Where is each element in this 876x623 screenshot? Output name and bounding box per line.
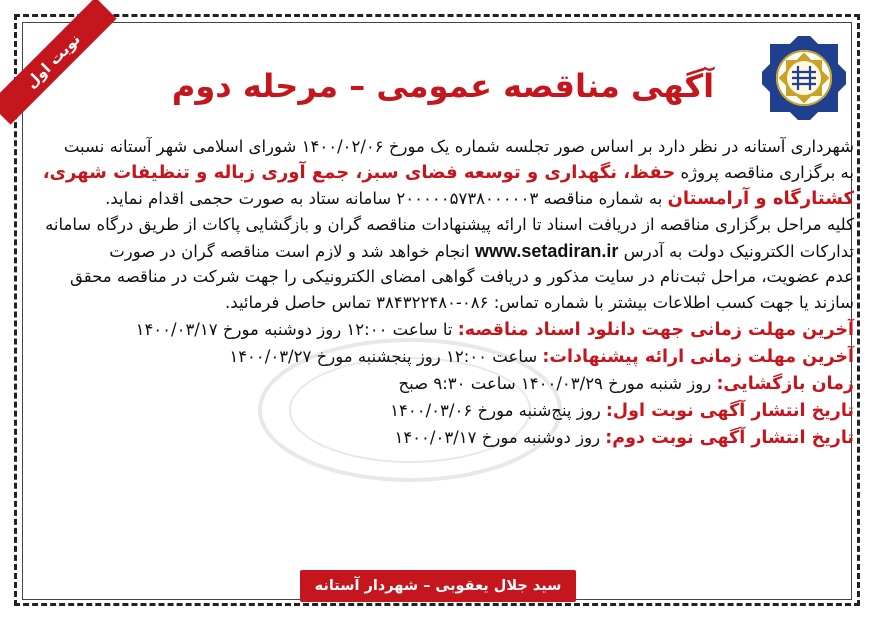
- deadline-row: [22, 370, 854, 397]
- deadline-value: ساعت ۱۲:۰۰ روز پنجشنبه مورخ ۱۴۰۰/۰۳/۲۷: [229, 347, 543, 366]
- deadline-label: تاریخ انتشار آگهی نوبت اول:: [605, 401, 854, 421]
- text-span: به برگزاری مناقصه پروژه: [675, 163, 854, 182]
- para2-line3: عدم عضویت، مراحل ثبت‌نام در سایت مذکور و دریافت گواهی امضای الکترونیکی را جهت شرکت در مناقصه محقق: [70, 267, 854, 286]
- deadline-row: [22, 424, 854, 451]
- deadline-value: روز دوشنبه مورخ ۱۴۰۰/۰۳/۱۷: [394, 428, 606, 447]
- deadline-value: روز شنبه مورخ ۱۴۰۰/۰۳/۲۹ ساعت ۹:۳۰ صبح: [398, 374, 717, 393]
- page-title: آگهی مناقصه عمومی – مرحله دوم: [171, 67, 715, 105]
- signature-footer: سید جلال یعقوبی – شهردار آستانه: [300, 570, 576, 602]
- notice-body: [22, 134, 854, 451]
- deadline-label: زمان بازگشایی:: [716, 374, 854, 394]
- deadline-row: [22, 316, 854, 343]
- deadline-value: تا ساعت ۱۲:۰۰ روز دوشنبه مورخ ۱۴۰۰/۰۳/۱۷: [135, 320, 458, 339]
- text-span: انجام خواهد شد و لازم است مناقصه گران در صورت: [109, 242, 476, 261]
- para2-line1: کلیه مراحل برگزاری مناقصه از دریافت اسناد تا ارائه پیشنهادات مناقصه گران و بازگشایی پاکات از طریق درگاه سامانه: [45, 215, 854, 234]
- text-span: تدارکات الکترونیک دولت به آدرس: [618, 242, 854, 261]
- edition-ribbon: نوبت اول: [0, 0, 117, 125]
- para1-line1: شهرداری آستانه در نظر دارد بر اساس صور تجلسه شماره یک مورخ ۱۴۰۰/۰۲/۰۶ شورای اسلامی شهر آستانه نسبت: [63, 137, 854, 156]
- project-name: حفظ، نگهداری و توسعه فضای سبز، جمع آوری زباله و تنظیفات شهری،: [42, 162, 676, 183]
- municipality-logo-icon: [762, 36, 846, 120]
- para1-line2: [22, 160, 854, 186]
- para1-line3: [22, 186, 854, 212]
- deadline-label: آخرین مهلت زمانی ارائه پیشنهادات:: [542, 347, 854, 367]
- deadline-row: [22, 397, 854, 424]
- deadline-label: آخرین مهلت زمانی جهت دانلود اسناد مناقصه:: [457, 320, 854, 340]
- deadline-label: تاریخ انتشار آگهی نوبت دوم:: [605, 428, 854, 448]
- website-link[interactable]: www.setadiran.ir: [475, 241, 619, 261]
- para2-line4: سازند یا جهت کسب اطلاعات بیشتر با شماره تماس: ۰۸۶-۳۸۴۳۲۲۴۸۰ تماس حاصل فرمائید.: [225, 293, 854, 312]
- para2-line2: [22, 238, 854, 264]
- text-span: به شماره مناقصه ۲۰۰۰۰۰۵۷۳۸۰۰۰۰۰۳ سامانه ستاد به صورت حجمی اقدام نماید.: [105, 189, 668, 208]
- project-name-cont: کشتارگاه و آرامستان: [667, 188, 854, 209]
- deadline-row: [22, 343, 854, 370]
- deadline-value: روز پنج‌شنبه مورخ ۱۴۰۰/۰۳/۰۶: [390, 401, 606, 420]
